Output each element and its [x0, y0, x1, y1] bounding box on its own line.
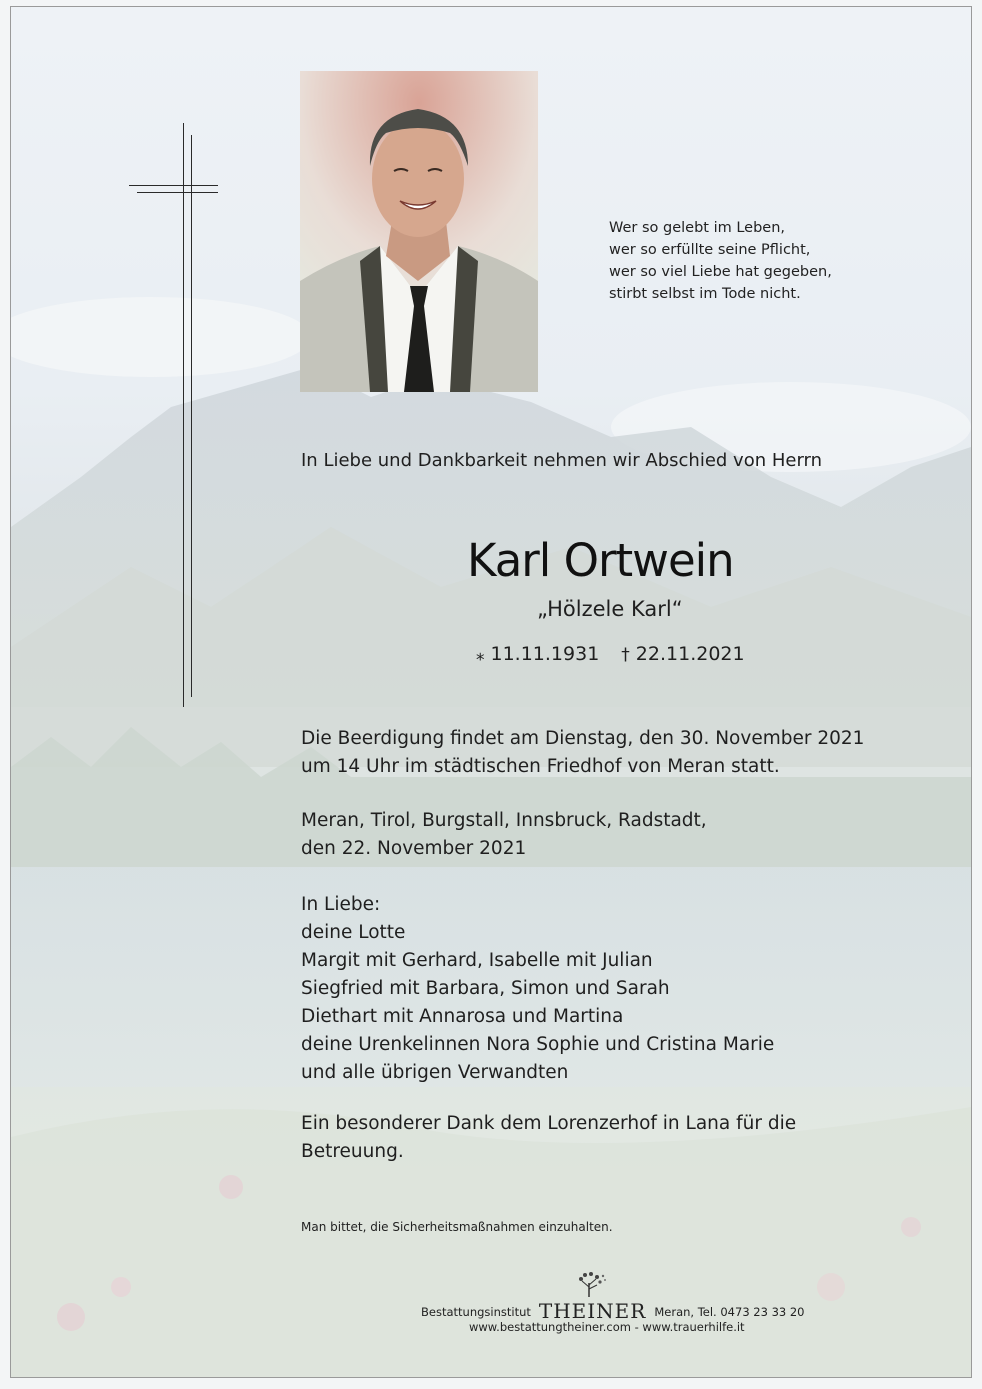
memorial-verse: [609, 217, 832, 305]
funeral-line: Die Beerdigung findet am Dienstag, den 30. November 2021: [301, 728, 865, 749]
funeral-home-brand: THEINER: [538, 1299, 647, 1323]
verse-line: stirbt selbst im Tode nicht.: [609, 286, 801, 302]
cross-horizontal-line-2: [137, 192, 218, 193]
verse-line: wer so viel Liebe hat gegeben,: [609, 264, 832, 280]
funeral-home-websites: www.bestattungtheiner.com - www.trauerhilfe.it: [469, 1320, 745, 1334]
thanks-line: Ein besonderer Dank dem Lorenzerhof in Lana für die: [301, 1113, 797, 1134]
verse-line: Wer so gelebt im Leben,: [609, 220, 786, 236]
farewell-intro: In Liebe und Dankbarkeit nehmen wir Abschied von Herrn: [301, 450, 823, 471]
deceased-name: Karl Ortwein: [467, 534, 734, 587]
family-mourners: [301, 891, 774, 1087]
death-date: 22.11.2021: [635, 643, 745, 665]
place-line: den 22. November 2021: [301, 838, 527, 859]
family-line: Margit mit Gerhard, Isabelle mit Julian: [301, 950, 653, 971]
obituary-card: [10, 6, 972, 1378]
family-line: deine Urenkelinnen Nora Sophie und Cristina Marie: [301, 1034, 775, 1055]
funeral-home-prefix: Bestattungsinstitut: [421, 1305, 531, 1319]
funeral-home-contact: Meran, Tel. 0473 23 33 20: [654, 1305, 805, 1319]
cross-vertical-line-1: [183, 123, 184, 707]
life-dates: [476, 643, 745, 665]
family-line: Diethart mit Annarosa und Martina: [301, 1006, 624, 1027]
family-line: In Liebe:: [301, 894, 381, 915]
portrait-photo: [300, 71, 538, 392]
verse-line: wer so erfüllte seine Pflicht,: [609, 242, 811, 258]
funeral-info: [301, 725, 864, 781]
birth-date: 11.11.1931: [490, 643, 600, 665]
thanks-line: Betreuung.: [301, 1141, 404, 1162]
family-line: deine Lotte: [301, 922, 406, 943]
death-cross-icon: †: [621, 645, 630, 665]
cross-vertical-line-2: [191, 135, 192, 697]
birth-star-icon: ⁎: [476, 645, 485, 665]
place-line: Meran, Tirol, Burgstall, Innsbruck, Radstadt,: [301, 810, 707, 831]
safety-notice: Man bittet, die Sicherheitsmaßnahmen einzuhalten.: [301, 1220, 613, 1234]
cross-horizontal-line-1: [129, 185, 218, 186]
family-line: und alle übrigen Verwandten: [301, 1062, 569, 1083]
tree-logo-icon: [571, 1271, 607, 1297]
place-and-date: [301, 807, 707, 863]
family-line: Siegfried mit Barbara, Simon und Sarah: [301, 978, 670, 999]
funeral-line: um 14 Uhr im städtischen Friedhof von Meran statt.: [301, 756, 780, 777]
thanks-note: [301, 1110, 796, 1166]
deceased-nickname: „Hölzele Karl“: [537, 597, 683, 621]
